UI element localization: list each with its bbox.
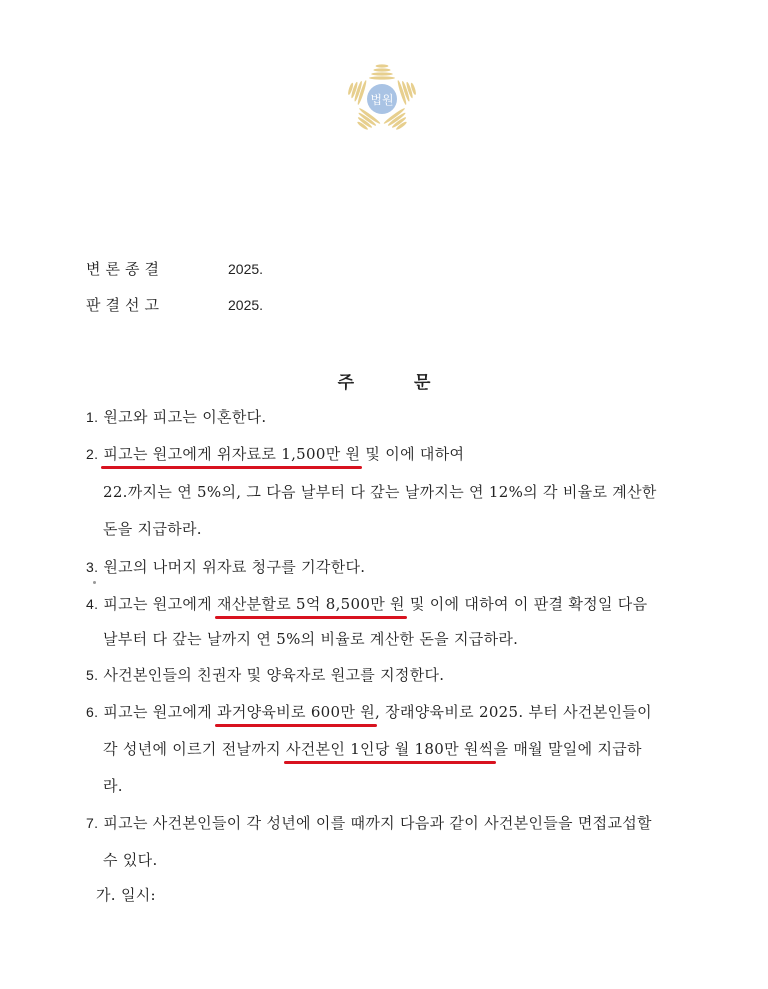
- item-number: 2.: [86, 446, 99, 462]
- item-text: 피고는 사건본인들이 각 성년에 이를 때까지 다음과 같이 사건본인들을 면접교섭할: [103, 814, 652, 832]
- scan-dot: [93, 581, 96, 584]
- order-item-3: [86, 556, 365, 577]
- item-text-after: 및 이에 대하여: [360, 445, 465, 463]
- item-text-before: 각 성년에 이르기 전날까지: [103, 740, 286, 758]
- order-item-6-line-2: [103, 738, 642, 759]
- court-emblem-icon: [345, 62, 419, 136]
- order-item-2-line-2: 22.까지는 연 5%의, 그 다음 날부터 다 갚는 날까지는 연 12%의 각 비율로 계산한: [103, 483, 657, 501]
- order-item-2-line-3: 돈을 지급하라.: [103, 520, 202, 538]
- emblem-petal-stripe: [376, 64, 389, 67]
- underlined-monthly-child-support: 사건본인 1인당 월 180만 원씩: [285, 740, 494, 758]
- closing-date-value: 2025.: [228, 261, 264, 277]
- item-text: 사건본인들의 친권자 및 양육자로 원고를 지정한다.: [103, 666, 445, 684]
- order-heading-left: 주: [337, 373, 354, 393]
- item-text: 원고의 나머지 위자료 청구를 기각한다.: [103, 558, 366, 576]
- order-heading-right: 문: [414, 373, 431, 393]
- item-text-after: , 장래양육비로 2025. 부터 사건본인들이: [375, 703, 652, 721]
- order-item-2: [86, 443, 464, 464]
- closing-date-row: [86, 258, 263, 279]
- item-text: 원고와 피고는 이혼한다.: [103, 408, 267, 426]
- order-item-5: [86, 664, 444, 685]
- order-heading: [0, 368, 768, 393]
- item-number: 5.: [86, 667, 99, 683]
- item-text-before: 피고는 원고에게: [103, 703, 218, 721]
- sub-item-text: 일시:: [120, 886, 156, 904]
- item-text-after: 및 이에 대하여 이 판결 확정일 다음: [404, 595, 648, 613]
- order-item-1: [86, 406, 266, 427]
- order-item-6-line-3: 라.: [103, 777, 123, 795]
- closing-date-label: 변론종결: [86, 260, 164, 278]
- order-item-7-line-2: 수 있다.: [103, 851, 158, 869]
- item-number: 6.: [86, 704, 99, 720]
- item-text-before: 피고는 원고에게: [103, 595, 218, 613]
- emblem-petal-stripe: [371, 72, 393, 75]
- sub-item-ga: [96, 884, 156, 905]
- item-number: 3.: [86, 559, 99, 575]
- sentence-date-label: 판결선고: [86, 296, 164, 314]
- order-item-4: [86, 593, 647, 614]
- underlined-consolation-money: 피고는 원고에게 위자료로 1,500만 원: [103, 445, 361, 463]
- item-number: 4.: [86, 596, 99, 612]
- order-item-6: [86, 701, 652, 722]
- underlined-past-child-support: 과거양육비로 600만 원: [217, 703, 376, 721]
- emblem-petal-stripe: [373, 68, 390, 71]
- sentence-date-value: 2025.: [228, 297, 264, 313]
- item-text-after: 을 매월 말일에 지급하: [493, 740, 642, 758]
- order-item-7: [86, 812, 652, 833]
- sentence-date-row: [86, 294, 263, 315]
- sub-item-number: 가.: [96, 886, 116, 904]
- underlined-property-division: 재산분할로 5억 8,500만 원: [217, 595, 405, 613]
- item-number: 1.: [86, 409, 99, 425]
- item-number: 7.: [86, 815, 99, 831]
- emblem-petal-stripe: [369, 76, 395, 79]
- order-item-4-line-2: 날부터 다 갚는 날까지 연 5%의 비율로 계산한 돈을 지급하라.: [103, 630, 519, 648]
- emblem-text: 법원: [370, 93, 394, 107]
